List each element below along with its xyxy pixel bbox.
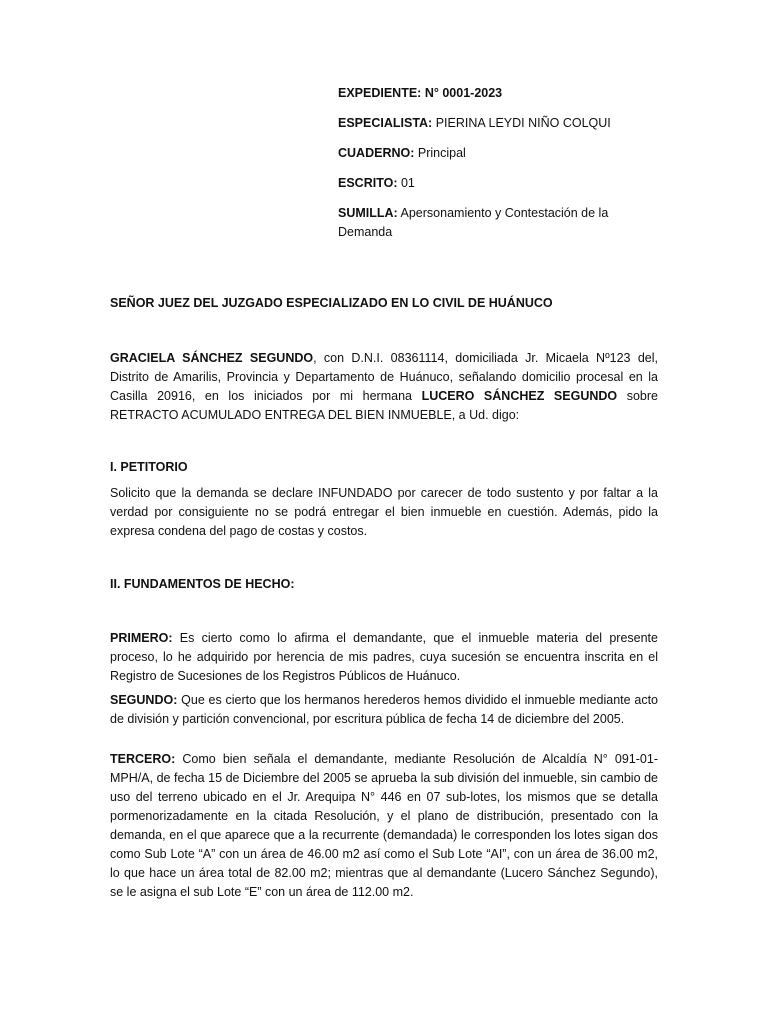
fundamentos-heading: II. FUNDAMENTOS DE HECHO: <box>110 577 295 591</box>
tercero-paragraph: TERCERO: Como bien señala el demandante, mediante Resolución de Alcaldía N° 091-01-MPH/A, de fecha 15 de Diciembre del 2005 se aprueba la sub división del inmueble, sin cambio de uso del terreno ubicado en el Jr. Arequipa N° 446 en 07 sub-lotes, los mismos que se detalla pormenorizadamente en la citada Resolución, y el plano de distribución, presentado con la demanda, en el que aparece que a la recurrente (demandada) le corresponden los lotes sigan dos como Sub Lote “A” con un área de 46.00 m2 así como el Sub Lote “AI”, con un área de 36.00 m2, lo que hace un área total de 82.00 m2; mientras que al demandante (Lucero Sánchez Segundo), se le asigna el sub Lote “E” con un área de 112.00 m2. <box>110 752 658 899</box>
cuaderno-line: CUADERNO: Principal <box>338 146 466 160</box>
addressee: SEÑOR JUEZ DEL JUZGADO ESPECIALIZADO EN LO CIVIL DE HUÁNUCO <box>110 296 553 310</box>
escrito-line: ESCRITO: 01 <box>338 176 415 190</box>
sumilla-value: Apersonamiento y Contestación de la Demanda <box>338 206 609 239</box>
intro-paragraph: GRACIELA SÁNCHEZ SEGUNDO, con D.N.I. 08361114, domiciliada Jr. Micaela Nº123 del, Distrito de Amarilis, Provincia y Departamento de Huánuco, señalando domicilio procesal en la Casilla 20916, en los iniciados por mi hermana LUCERO SÁNCHEZ SEGUNDO sobre RETRACTO ACUMULADO ENTREGA DEL BIEN INMUEBLE, a Ud. digo: <box>110 351 658 422</box>
expediente-line: EXPEDIENTE: N° 0001-2023 <box>338 86 503 100</box>
sister-name: LUCERO SÁNCHEZ SEGUNDO <box>421 389 618 403</box>
petitorio-heading: I. PETITORIO <box>110 460 188 474</box>
expediente-value: N° 0001-2023 <box>424 86 503 100</box>
segundo-paragraph: SEGUNDO: Que es cierto que los hermanos herederos hemos dividido el inmueble mediante acto de división y partición convencional, por escritura pública de fecha 14 de diciembre del 2005. <box>110 693 658 726</box>
especialista-line: ESPECIALISTA: PIERINA LEYDI NIÑO COLQUI <box>338 116 611 130</box>
case-header <box>338 84 658 253</box>
primero-paragraph: PRIMERO: Es cierto como lo afirma el demandante, que el inmueble materia del presente proceso, lo he adquirido por herencia de mis padres, cuya sucesión se encuentra inscrita en el Registro de Sucesiones de los Registros Públicos de Huánuco. <box>110 631 658 683</box>
sumilla-line: SUMILLA: Apersonamiento y Contestación de la Demanda <box>338 206 609 239</box>
escrito-value: 01 <box>400 176 415 190</box>
cuaderno-value: Principal <box>417 146 466 160</box>
petitorio-paragraph: Solicito que la demanda se declare INFUNDADO por carecer de todo sustento y por faltar a la verdad por consiguiente no se podrá entregar el bien inmueble en cuestión. Además, pido la expresa condena del pago de costas y costos. <box>110 486 658 538</box>
especialista-value: PIERINA LEYDI NIÑO COLQUI <box>435 116 611 130</box>
plaintiff-name: GRACIELA SÁNCHEZ SEGUNDO <box>110 351 314 365</box>
